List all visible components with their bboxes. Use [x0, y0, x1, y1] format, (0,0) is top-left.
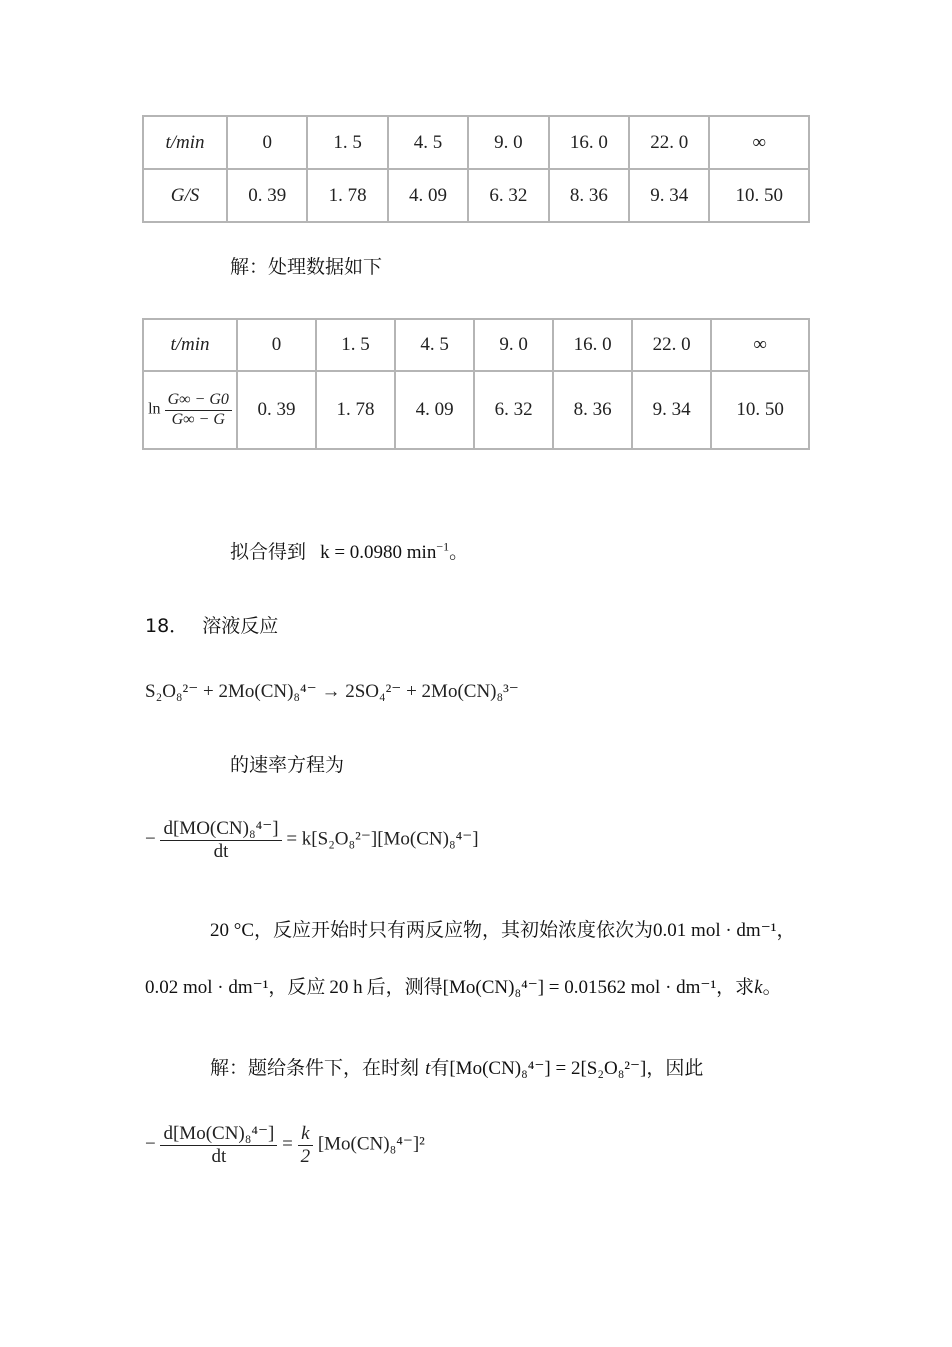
sol-t: t: [425, 1058, 431, 1079]
ln-numerator: G∞ − G0: [165, 391, 232, 410]
rate-numerator: d[MO(CN)₈⁴⁻]: [160, 818, 281, 841]
cond-k: k: [754, 977, 763, 998]
fit-formula: k = 0.0980 $\min^{-1}$: [320, 539, 450, 563]
final-k-denominator: 2: [300, 1145, 311, 1167]
table1-cell: 9. 0: [468, 116, 548, 169]
table1-cell: 4. 5: [388, 116, 468, 169]
data-table-2: [142, 318, 810, 450]
cond-end: 。: [762, 976, 782, 998]
rate-intro: 的速率方程为: [230, 754, 345, 776]
table2-cell: 8. 36: [553, 371, 632, 449]
sol-prefix: 解：题给条件下，在时刻: [210, 1057, 420, 1079]
table1-cell: 1. 78: [307, 169, 387, 222]
table1-cell: 22. 0: [629, 116, 709, 169]
fit-result: [230, 537, 468, 564]
table2-cell: 1. 78: [316, 371, 395, 449]
final-rhs: [Mo(CN)₈⁴⁻]²: [317, 1133, 425, 1155]
table1-cell: 0: [227, 116, 307, 169]
solution-line: [210, 1053, 703, 1080]
rate-equation: − $\frac{\text{d[MO(CN)₈⁴⁻]}}{dt}$ = k[S₂O₈²⁻][Mo(CN)₈⁴⁻]: [145, 818, 479, 862]
ln-label: ln: [148, 400, 161, 418]
cond-comma: ，: [776, 919, 796, 941]
sol-suffix: ，因此: [646, 1057, 704, 1079]
final-numerator: d[Mo(CN)₈⁴⁻]: [160, 1123, 277, 1146]
rate-rhs: = k[S₂O₈²⁻][Mo(CN)₈⁴⁻]: [286, 828, 479, 850]
cond-conc-2: 0.02 mol · dm⁻¹: [145, 977, 269, 998]
reaction-equation: S₂O₈²⁻ + 2Mo(CN)₈⁴⁻ → 2SO₄²⁻ + 2Mo(CN)₈³⁻: [145, 681, 519, 702]
cond-text-2: ，反应: [268, 976, 326, 998]
table2-cell: 9. 34: [632, 371, 711, 449]
table2-cell: ∞: [711, 319, 809, 371]
table1-cell: 6. 32: [468, 169, 548, 222]
final-equation: − $\frac{\text{d[Mo(CN)₈⁴⁻]}}{dt}$ = $\frac{k}{2}$ [Mo(CN)₈⁴⁻]²: [145, 1123, 425, 1167]
solution-heading: 解：处理数据如下: [230, 256, 383, 278]
table1-cell: 10. 50: [709, 169, 809, 222]
rate-denominator: dt: [213, 840, 229, 862]
problem-title: 溶液反应: [202, 615, 279, 637]
conditions-line-1: [210, 915, 795, 942]
sol-have: 有: [430, 1057, 450, 1079]
table1-cell: ∞: [709, 116, 809, 169]
table2-cell: 10. 50: [711, 371, 809, 449]
cond-text-3: 后，测得: [366, 976, 443, 998]
table1-cell: 4. 09: [388, 169, 468, 222]
table2-cell: 4. 5: [395, 319, 474, 371]
conditions-line-2: [145, 972, 782, 999]
cond-text-1: ，反应开始时只有两反应物，其初始浓度依次为: [254, 919, 654, 941]
sol-relation: [Mo(CN)₈⁴⁻] = 2[S₂O₈²⁻]: [449, 1058, 647, 1079]
fit-prefix: 拟合得到: [230, 541, 307, 563]
cond-measured: [Mo(CN)₈⁴⁻] = 0.01562 mol · dm⁻¹: [442, 977, 717, 998]
final-k-numerator: k: [298, 1123, 312, 1146]
table2-cell: 0. 39: [237, 371, 316, 449]
table2-cell: 1. 5: [316, 319, 395, 371]
fit-suffix: 。: [449, 541, 469, 563]
table1-cell: 8. 36: [549, 169, 629, 222]
final-denominator: dt: [211, 1145, 227, 1167]
table1-header-t: t/min: [143, 116, 227, 169]
table2-cell: 9. 0: [474, 319, 553, 371]
table2-cell: 4. 09: [395, 371, 474, 449]
cond-conc-1: 0.01 mol · dm⁻¹: [653, 920, 777, 941]
table2-cell: 6. 32: [474, 371, 553, 449]
table2-cell: 16. 0: [553, 319, 632, 371]
cond-text-4: ，求: [716, 976, 755, 998]
table2-cell: 0: [237, 319, 316, 371]
problem-heading: [145, 611, 278, 638]
table1-header-g: G/S: [143, 169, 227, 222]
table1-cell: 1. 5: [307, 116, 387, 169]
table1-cell: 0. 39: [227, 169, 307, 222]
cond-time: 20 h: [329, 977, 363, 998]
problem-number: 18．: [145, 615, 189, 637]
data-table-1: [142, 115, 810, 223]
table1-cell: 16. 0: [549, 116, 629, 169]
table2-cell: 22. 0: [632, 319, 711, 371]
table2-header-t: t/min: [143, 319, 237, 371]
table2-header-ln: [143, 371, 237, 449]
table1-cell: 9. 34: [629, 169, 709, 222]
ln-denominator: G∞ − G: [171, 410, 225, 428]
cond-temp: 20 °C: [210, 920, 255, 941]
